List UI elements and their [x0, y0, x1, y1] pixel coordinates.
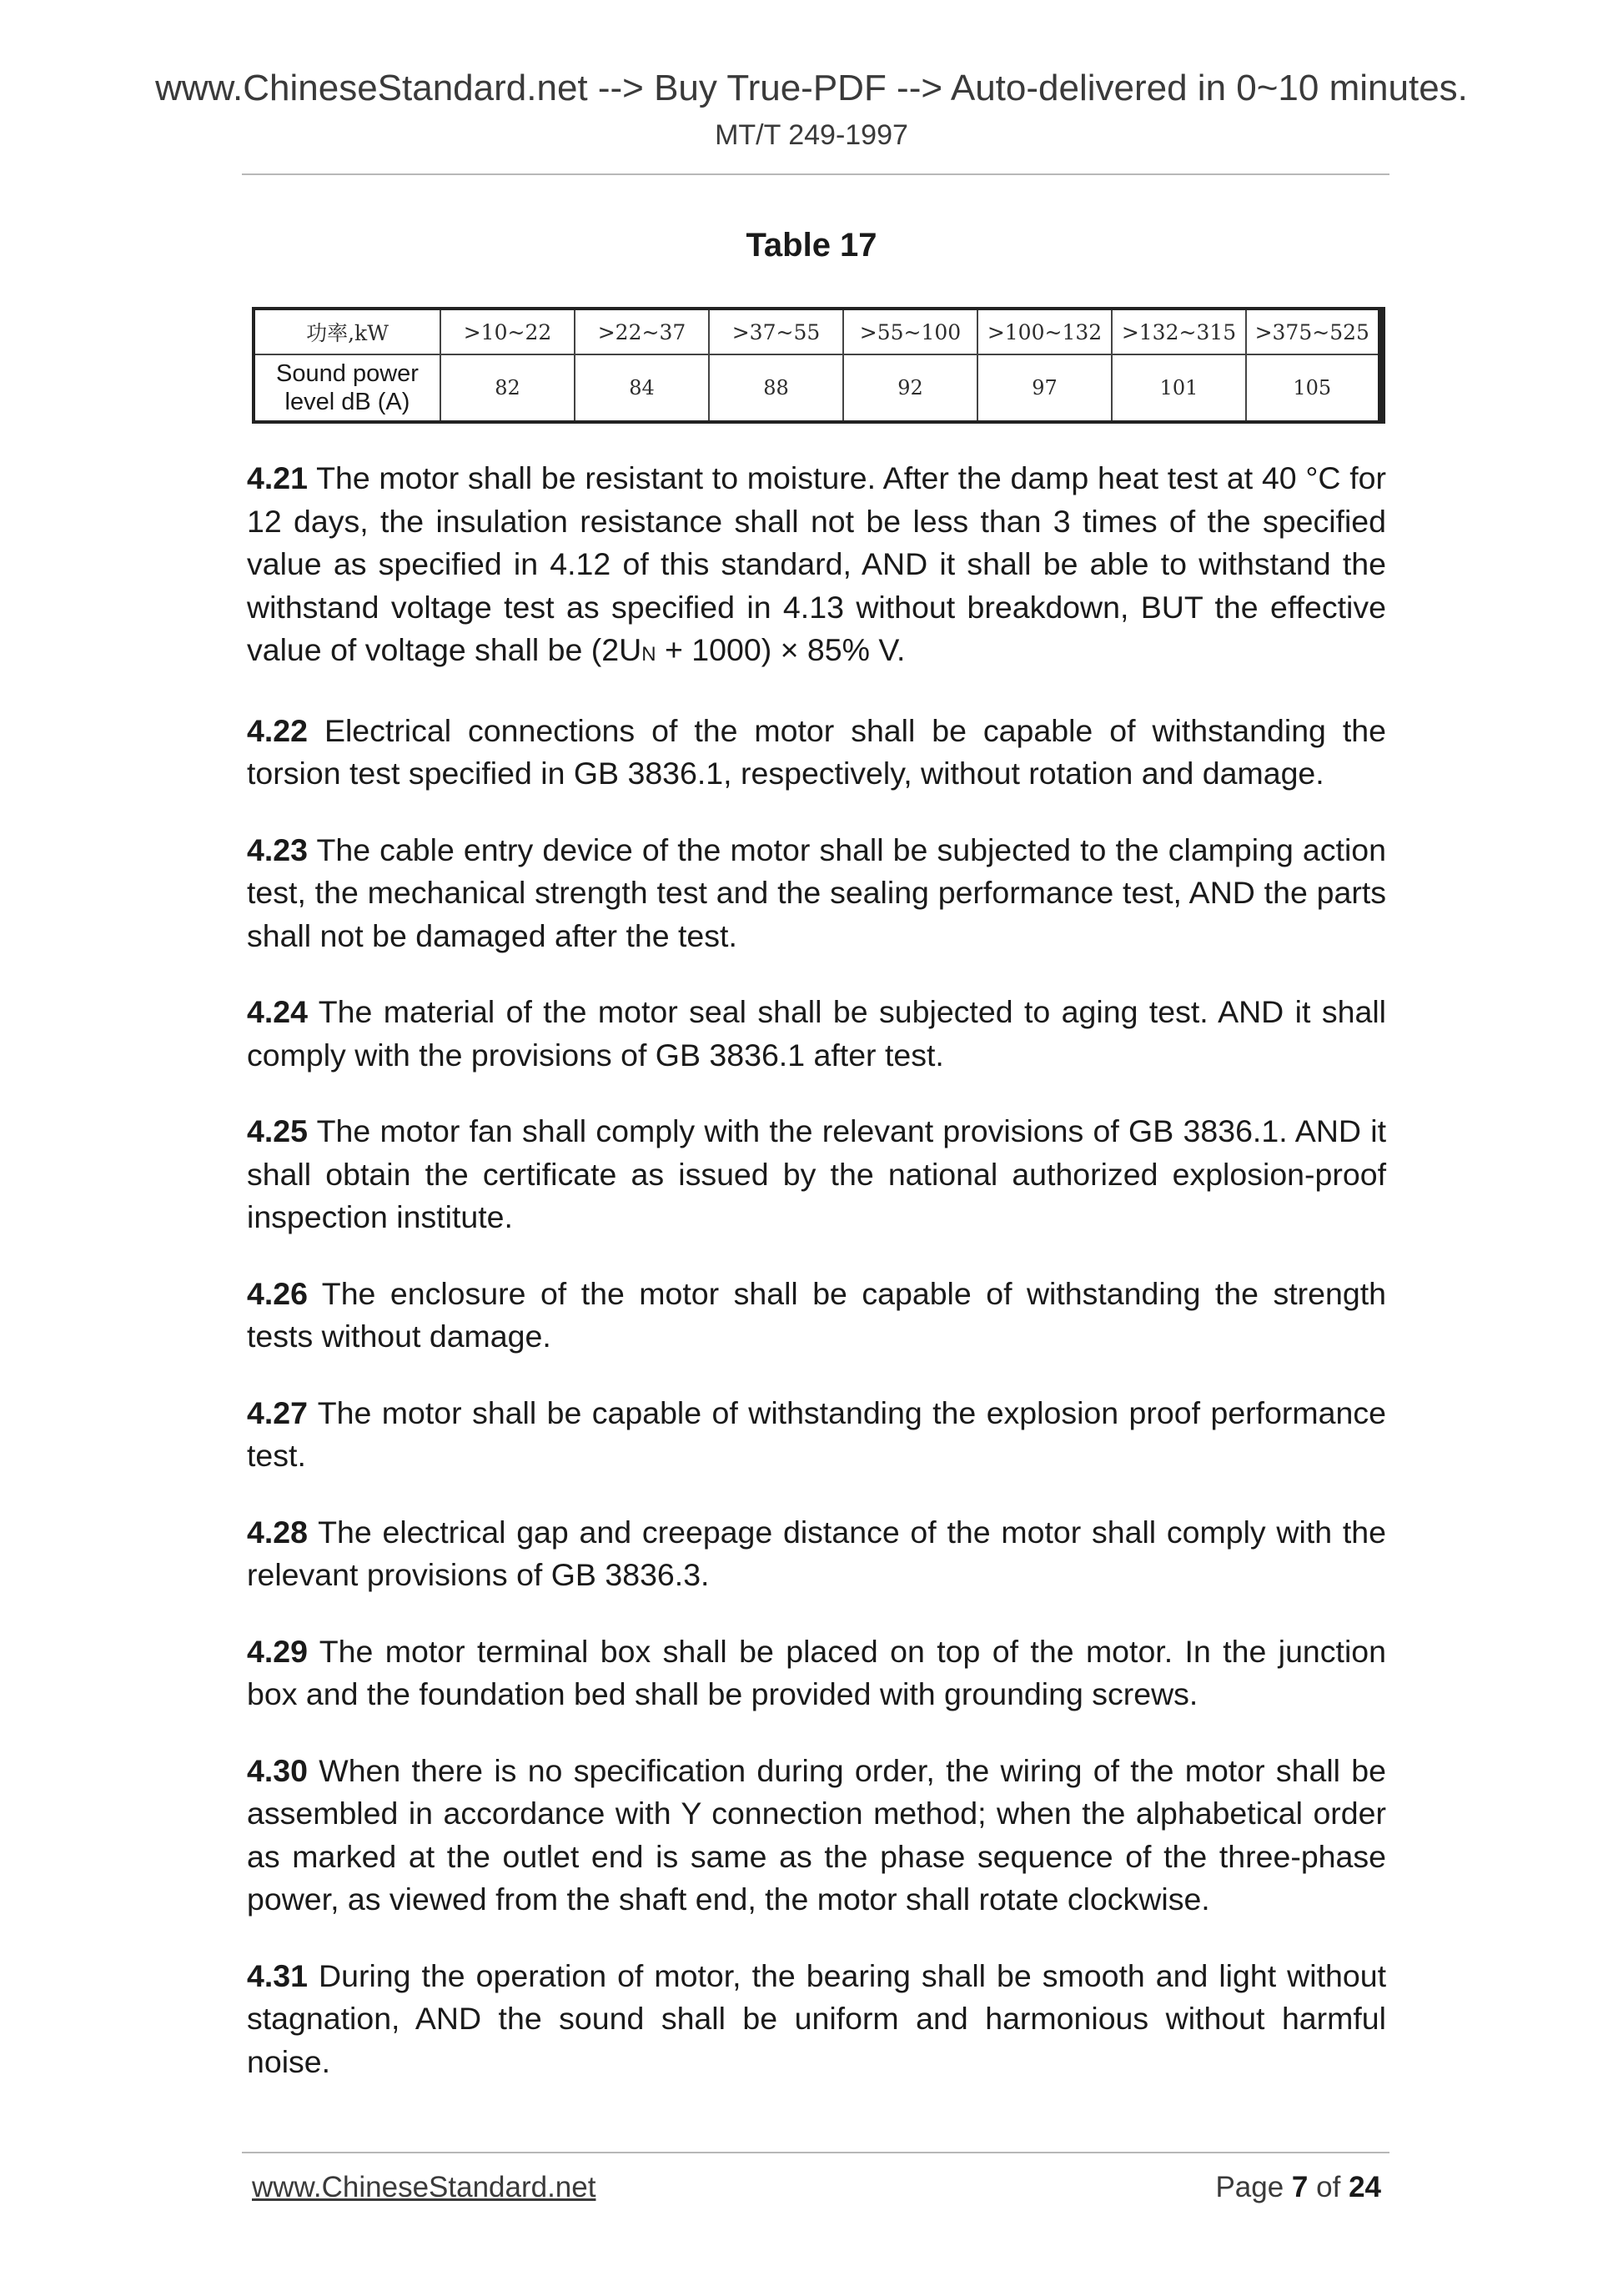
sound-level-cell: 88 — [709, 354, 843, 422]
row-label-line: level dB (A) — [284, 389, 410, 415]
sound-level-cell: 101 — [1112, 354, 1246, 422]
clause-number: 4.22 — [247, 712, 308, 748]
clause-4-22 — [247, 710, 1386, 796]
clause-text: The enclosure of the motor shall be capable of withstanding the strength tests without damage. — [247, 1275, 1386, 1354]
clause-4-29 — [247, 1630, 1386, 1716]
footer-site-link[interactable]: www.ChineseStandard.net — [252, 2171, 596, 2203]
clause-4-24 — [247, 991, 1386, 1077]
clause-number: 4.24 — [247, 994, 308, 1029]
clause-text: The electrical gap and creepage distance of the motor shall comply with the relevant provisions of GB 3836.3. — [247, 1514, 1386, 1592]
table-header-label: 功率,kW — [254, 309, 440, 354]
table-value-row — [254, 354, 1381, 422]
header-banner: www.ChineseStandard.net --> Buy True-PDF --> Auto-delivered in 0~10 minutes. — [155, 68, 1468, 108]
power-range-cell: >10~22 — [440, 309, 575, 354]
clause-body — [247, 457, 1386, 2117]
clause-number: 4.30 — [247, 1752, 308, 1788]
sound-level-cell: 97 — [977, 354, 1112, 422]
clause-text: The material of the motor seal shall be subjected to aging test. AND it shall comply with the provisions of GB 3836.1 after test. — [247, 994, 1386, 1073]
clause-number: 4.28 — [247, 1514, 308, 1550]
clause-number: 4.23 — [247, 831, 308, 867]
clause-number: 4.21 — [247, 460, 308, 495]
clause-text: Electrical connections of the motor shall be capable of withstanding the torsion test specified in GB 3836.1, respectively, without rotation and damage. — [247, 712, 1386, 791]
subscript-n: N — [641, 643, 656, 666]
clause-text-tail: + 1000) × 85% V. — [656, 632, 906, 667]
clause-number: 4.29 — [247, 1633, 308, 1669]
clause-4-23 — [247, 829, 1386, 958]
page-word: Page — [1215, 2171, 1284, 2203]
clause-number: 4.25 — [247, 1113, 308, 1148]
row-label-cell — [254, 354, 440, 422]
sound-level-cell: 82 — [440, 354, 575, 422]
clause-4-21 — [247, 457, 1386, 676]
clause-4-30 — [247, 1750, 1386, 1922]
footer-divider — [242, 2152, 1389, 2153]
clause-number: 4.26 — [247, 1275, 308, 1311]
sound-power-table — [252, 307, 1385, 424]
clause-4-31 — [247, 1955, 1386, 2084]
table-title: Table 17 — [746, 227, 877, 264]
clause-4-27 — [247, 1392, 1386, 1478]
page-current: 7 — [1291, 2171, 1309, 2203]
sound-level-cell: 105 — [1246, 354, 1381, 422]
clause-text: The motor shall be resistant to moisture. After the damp heat test at 40 °C for 12 days, the insulation resistance shall not be less than 3 times of the specified value as specified in 4.12 of this standard, AND it shall be able to withstand the withstand voltage test as specified in 4.13 without breakdown, BUT the effective value of voltage shall be (2U — [247, 460, 1386, 667]
clause-number: 4.27 — [247, 1394, 308, 1430]
clause-text: The motor terminal box shall be placed on top of the motor. In the junction box and the foundation bed shall be provided with grounding screws. — [247, 1633, 1386, 1711]
clause-4-28 — [247, 1511, 1386, 1597]
sound-level-cell: 84 — [575, 354, 709, 422]
page-of: of — [1316, 2171, 1341, 2203]
power-range-cell: >37~55 — [709, 309, 843, 354]
power-range-cell: >55~100 — [843, 309, 977, 354]
clause-text: The cable entry device of the motor shall be subjected to the clamping action test, the mechanical strength test and the sealing performance test, AND the parts shall not be damaged after the test. — [247, 831, 1386, 953]
clause-text: During the operation of motor, the bearing shall be smooth and light without stagnation, AND the sound shall be uniform and harmonious without harmful noise. — [247, 1957, 1386, 2079]
standard-code: MT/T 249-1997 — [715, 119, 908, 151]
power-range-cell: >22~37 — [575, 309, 709, 354]
clause-text: When there is no specification during order, the wiring of the motor shall be assembled in accordance with Y connection method; when the alphabetical order as marked at the outlet end is same as the phase sequence of the three-phase power, as viewed from the shaft end, the motor shall rotate clockwise. — [247, 1752, 1386, 1917]
clause-4-25 — [247, 1110, 1386, 1239]
clause-text: The motor fan shall comply with the relevant provisions of GB 3836.1. AND it shall obtain the certificate as issued by the national authorized explosion-proof inspection institute. — [247, 1113, 1386, 1234]
clause-4-26 — [247, 1273, 1386, 1359]
page-indicator — [1215, 2168, 1381, 2207]
header-divider — [242, 173, 1389, 175]
power-range-cell: >375~525 — [1246, 309, 1381, 354]
clause-text: The motor shall be capable of withstanding the explosion proof performance test. — [247, 1394, 1386, 1473]
sound-level-cell: 92 — [843, 354, 977, 422]
page-total: 24 — [1349, 2171, 1381, 2203]
row-label-line: Sound power — [276, 360, 419, 387]
clause-number: 4.31 — [247, 1957, 308, 1993]
power-range-cell: >132~315 — [1112, 309, 1246, 354]
table-header-row — [254, 309, 1381, 354]
power-range-cell: >100~132 — [977, 309, 1112, 354]
